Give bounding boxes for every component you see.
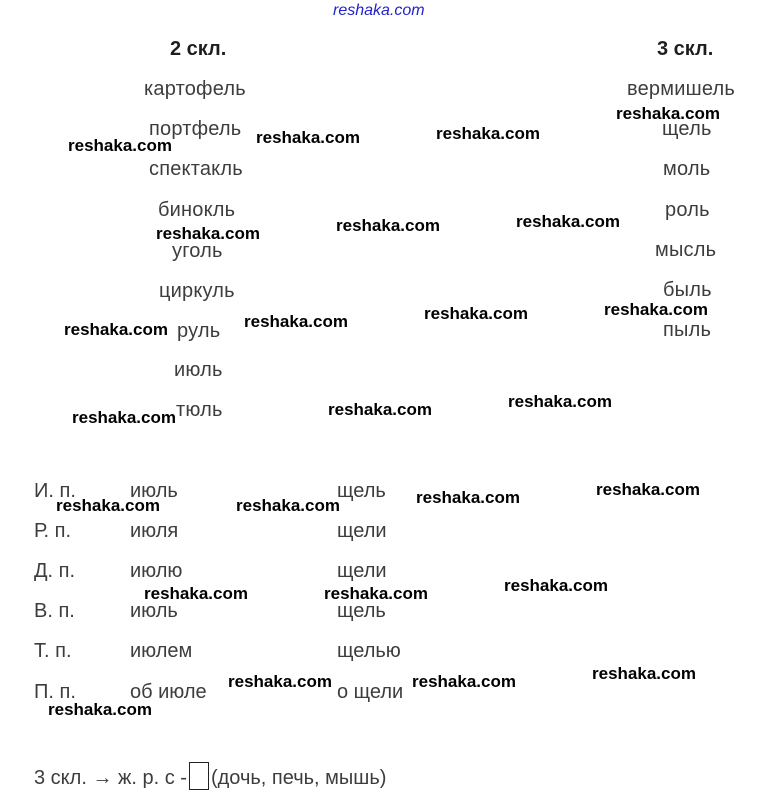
- watermark: reshaka.com: [244, 312, 348, 331]
- table-cell-july: июлем: [130, 640, 193, 662]
- watermark: reshaka.com: [68, 136, 172, 155]
- table-cell-july: июля: [130, 520, 179, 542]
- table-cell-july: июль: [130, 600, 178, 622]
- word-3-decl: роль: [665, 199, 710, 221]
- word-2-decl: июль: [174, 359, 223, 381]
- table-cell-crack: щели: [337, 520, 387, 542]
- word-2-decl: картофель: [144, 78, 246, 100]
- table-cell-crack: щель: [337, 480, 386, 502]
- watermark: reshaka.com: [328, 400, 432, 419]
- case-label: И. п.: [34, 480, 76, 502]
- word-3-decl: пыль: [663, 319, 712, 341]
- word-2-decl: циркуль: [159, 280, 235, 302]
- case-label: В. п.: [34, 600, 75, 622]
- table-cell-crack: щель: [337, 600, 386, 622]
- table-cell-july: июлю: [130, 560, 183, 582]
- watermark: reshaka.com: [324, 584, 428, 603]
- watermark: reshaka.com: [72, 408, 176, 427]
- watermark: reshaka.com: [592, 664, 696, 683]
- word-2-decl: уголь: [172, 240, 223, 262]
- word-3-decl: вермишель: [627, 78, 735, 100]
- rule-line: [34, 762, 386, 790]
- rule-text-right: (дочь, печь, мышь): [210, 767, 387, 789]
- watermark: reshaka.com: [604, 300, 708, 319]
- case-label: Т. п.: [34, 640, 72, 662]
- word-3-decl: щель: [662, 118, 712, 140]
- watermark: reshaka.com: [424, 304, 528, 323]
- watermark: reshaka.com: [416, 488, 520, 507]
- rule-text-left: 3 скл. → ж. р. с -: [34, 767, 187, 789]
- watermark: reshaka.com: [64, 320, 168, 339]
- word-2-decl: бинокль: [158, 199, 236, 221]
- watermark: reshaka.com: [48, 700, 152, 719]
- watermark: reshaka.com: [144, 584, 248, 603]
- table-cell-crack: щелью: [337, 640, 401, 662]
- word-3-decl: мысль: [655, 239, 717, 261]
- case-label: П. п.: [34, 681, 76, 703]
- word-2-decl: тюль: [176, 399, 223, 421]
- table-cell-crack: щели: [337, 560, 387, 582]
- watermark: reshaka.com: [412, 672, 516, 691]
- heading-2-declension: 2 скл.: [170, 38, 227, 60]
- watermark: reshaka.com: [504, 576, 608, 595]
- case-label: Р. п.: [34, 520, 72, 542]
- watermark: reshaka.com: [508, 392, 612, 411]
- word-2-decl: портфель: [149, 118, 242, 140]
- table-cell-july: об июле: [130, 681, 207, 703]
- watermark: reshaka.com: [256, 128, 360, 147]
- watermark: reshaka.com: [228, 672, 332, 691]
- watermark: reshaka.com: [156, 224, 260, 243]
- table-cell-crack: о щели: [337, 681, 404, 703]
- word-2-decl: руль: [177, 320, 221, 342]
- table-cell-july: июль: [130, 480, 178, 502]
- word-3-decl: моль: [663, 158, 711, 180]
- site-link[interactable]: reshaka.com: [333, 2, 425, 19]
- watermark: reshaka.com: [596, 480, 700, 499]
- watermark: reshaka.com: [56, 496, 160, 515]
- watermark: reshaka.com: [236, 496, 340, 515]
- watermark: reshaka.com: [436, 124, 540, 143]
- watermark: reshaka.com: [616, 104, 720, 123]
- word-3-decl: быль: [663, 279, 712, 301]
- case-label: Д. п.: [34, 560, 76, 582]
- word-2-decl: спектакль: [149, 158, 243, 180]
- blank-box: [189, 762, 209, 790]
- watermark: reshaka.com: [336, 216, 440, 235]
- heading-3-declension: 3 скл.: [657, 38, 714, 60]
- watermark: reshaka.com: [516, 212, 620, 231]
